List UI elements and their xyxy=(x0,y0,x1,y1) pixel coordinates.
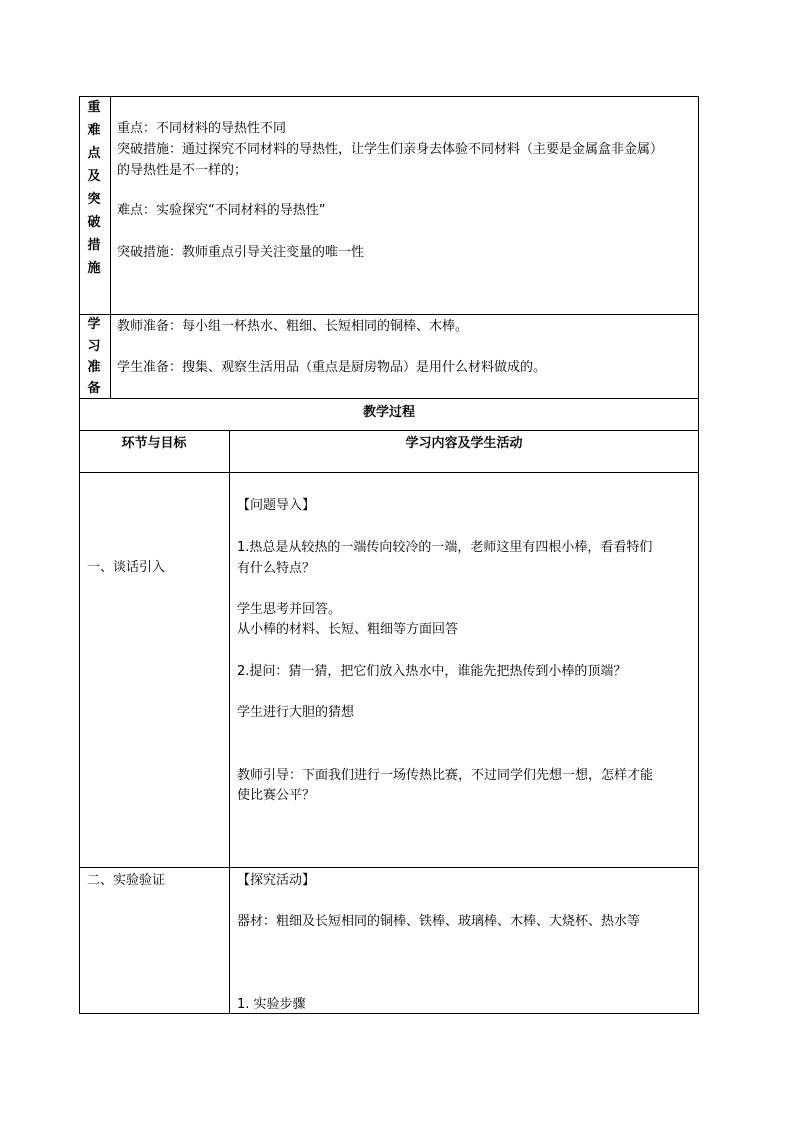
stage-1-line: 学生进行大胆的猜想 xyxy=(237,705,355,720)
table-border-left xyxy=(79,96,80,1014)
key-point-text: 重点：不同材料的导热性不同 xyxy=(117,121,287,136)
stage-1-label: 一、谈话引入 xyxy=(87,560,166,575)
row-divider xyxy=(79,430,699,431)
lesson-plan-table xyxy=(79,96,699,1014)
label-char: 点 xyxy=(87,146,101,161)
label-char: 突 xyxy=(87,192,101,207)
inquiry-activity-heading: 【探究活动】 xyxy=(237,873,316,888)
label-char: 准 xyxy=(87,360,101,375)
key-point-measure-text: 突破措施：通过探究不同材料的导热性，让学生们亲身去体验不同材料（主要是金属盒非金属） xyxy=(117,142,664,157)
label-char: 备 xyxy=(87,381,101,396)
key-point-measure-text-cont: 的导热性是不一样的； xyxy=(117,163,248,178)
stage-2-label: 二、实验验证 xyxy=(87,873,166,888)
label-char: 重 xyxy=(87,100,101,115)
row-divider xyxy=(79,314,699,315)
label-char: 施 xyxy=(87,261,101,276)
label-char: 及 xyxy=(87,169,101,184)
question-intro-heading: 【问题导入】 xyxy=(237,498,316,513)
table-border-top xyxy=(79,96,699,97)
table-border-bottom xyxy=(79,1013,699,1014)
learning-content-header: 学习内容及学生活动 xyxy=(405,436,523,451)
difficult-point-text: 难点：实验探究“不同材料的导热性” xyxy=(117,203,326,218)
student-preparation-text: 学生准备：搜集、观察生活用品（重点是厨房物品）是用什么材料做成的。 xyxy=(117,360,547,375)
row-divider xyxy=(79,867,699,868)
row-divider xyxy=(79,472,699,473)
stage-1-line: 1.热总是从较热的一端传向较冷的一端，老师这里有四根小棒，看看特们 xyxy=(237,540,653,555)
stage-column-divider xyxy=(229,430,230,1014)
stage-1-line: 从小棒的材料、长短、粗细等方面回答 xyxy=(237,622,459,637)
stage-1-line: 使比赛公平？ xyxy=(237,788,316,803)
table-border-right xyxy=(698,96,699,1014)
label-column-divider xyxy=(110,96,111,314)
label-char: 习 xyxy=(87,339,101,354)
label-char: 难 xyxy=(87,123,101,138)
stage-1-line: 有什么特点？ xyxy=(237,561,316,576)
label-char: 破 xyxy=(87,215,101,230)
difficult-point-measure-text: 突破措施：教师重点引导关注变量的唯一性 xyxy=(117,245,365,260)
stage-1-line: 2.提问：猜一猜，把它们放入热水中，谁能先把热传到小棒的顶端？ xyxy=(237,664,627,679)
teacher-preparation-text: 教师准备：每小组一杯热水、粗细、长短相同的铜棒、木棒。 xyxy=(117,319,469,334)
row-divider xyxy=(79,398,699,399)
label-char: 学 xyxy=(87,317,101,332)
section-title: 教学过程 xyxy=(362,405,415,420)
stage-1-line: 学生思考并回答。 xyxy=(237,602,342,617)
label-column-divider xyxy=(110,314,111,398)
label-char: 措 xyxy=(87,238,101,253)
experiment-steps-text: 1. 实验步骤 xyxy=(237,997,306,1012)
materials-text: 器材：粗细及长短相同的铜棒、铁棒、玻璃棒、木棒、大烧杯、热水等 xyxy=(237,914,641,929)
stage-goal-header: 环节与目标 xyxy=(121,436,187,451)
stage-1-line: 教师引导：下面我们进行一场传热比赛，不过同学们先想一想，怎样才能 xyxy=(237,768,654,783)
